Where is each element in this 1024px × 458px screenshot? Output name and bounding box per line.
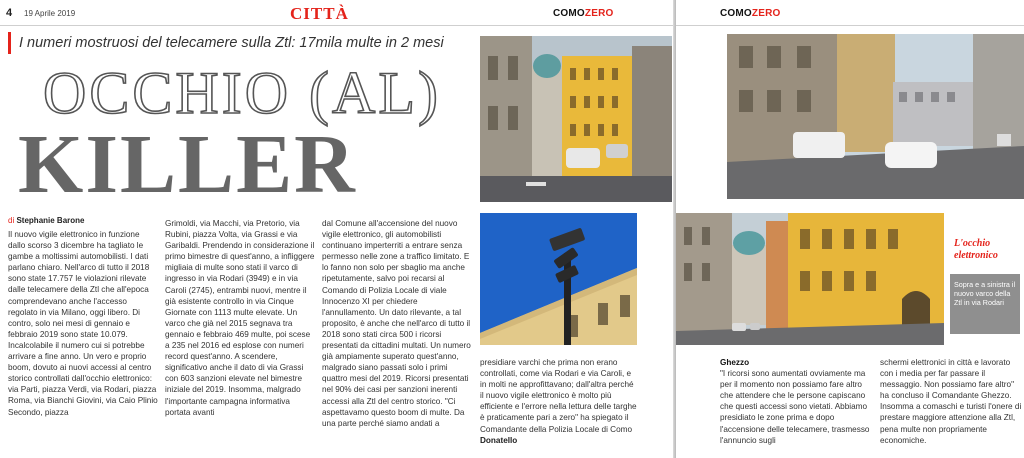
byline (8, 216, 84, 225)
photo-street-wide (676, 213, 944, 345)
column-4-text: presidiare varchi che prima non erano controllati, come via Rodari e via Caroli, e in molti ne approfittavano; dall'altra perché il nuovo vigile elettronico è molto più efficiente e l'errore nella lettura delle targhe è praticamente pari a zero" ha spiegato il Comandante della Polizia Locale di Como (480, 358, 637, 434)
article-column-5 (720, 357, 874, 457)
street-wide-photo-graphic (676, 213, 944, 345)
logo-part2: ZERO (584, 8, 614, 19)
article-subtitle: I numeri mostruosi del telecamere sulla Ztl: 17mila multe in 2 mesi (8, 32, 476, 54)
commander-name: Donatello (480, 435, 518, 445)
publication-logo-right (720, 8, 781, 19)
headline-line2: KILLER (18, 118, 357, 211)
photo-caption-box: Sopra e a sinistra il nuovo varco della Ztl in via Rodari (950, 274, 1020, 334)
publication-logo (553, 8, 614, 19)
byline-author: Stephanie Barone (16, 216, 85, 225)
logo-part1: COMO (553, 8, 585, 19)
photo-street-cars (727, 34, 1024, 199)
article-column-1: Il nuovo vigile elettronico in funzione dallo scorso 3 dicembre ha tagliato le gambe a moltissimi automobilisti. I dati parlano chiaro. Nell'arco di tutto il 2018 sono state 17.757 le violazioni rilevate dalle telecamere della Ztl che all'epoca comprendevano anche l'accesso regolato in via Milano, oggi libero. Di contro, solo nei mesi di gennaio e febbraio 2019 sono state 10.079. Incalcolabile il numero cui si potrebbe arrivare a fine anno. Un vero e proprio boom, dovuto ai nuovi accessi al centro storico controllati dall'occhio elettronico: via Parti, piazza Verdi, via Rodari, piazza Roma, via Bianchi Giovini, via Caio Plinio Secondo, piazza (8, 230, 158, 417)
page-number: 4 (6, 7, 13, 19)
headline-line1: OCCHIO (AL) (43, 60, 441, 126)
article-column-3: dal Comune all'accensione del nuovo vigile elettronico, gli automobilisti continuano imperterriti a entrare senza permesso nelle zone a traffico limitato. E lo fanno non solo per sbaglio ma anche ripetutamente, salvo poi recarsi al Comando di Polizia Locale di viale Innocenzo XI per chiedere l'annullamento. Un dato rilevante, a tal proposito, è anche che nell'arco di tutto il 2018 sono stati circa 500 i ricorsi presentati da cittadini multati. Un numero già ampiamente superato quest'anno, malgrado siano passati solo i primi quattro mesi del 2019. Ricorsi presentati nel 90% dei casi per sanzioni inerenti accessi alla Ztl del centro storico. "Ci aspettavamo questo boom di multe. Da una parte perché siamo andati a (322, 219, 471, 428)
article-column-4 (480, 357, 638, 457)
camera-photo-graphic (480, 213, 637, 345)
section-title: CITTÀ (290, 4, 349, 23)
photo-caption-title: L'occhio elettronico (954, 238, 998, 261)
right-page-header (676, 0, 1024, 26)
logo-right-part2: ZERO (751, 8, 781, 19)
page-header (0, 0, 675, 26)
ghezzo-name: Ghezzo (720, 358, 750, 367)
photo-traffic-camera (480, 213, 637, 345)
article-column-6: schermi elettronici in città e lavorato con i media per far passare il messaggio. Non possiamo fare altro" ha concluso il Comandante Ghezzo. Insomma a comaschi e turisti l'onere di prestare maggiore attenzione alla Ztl, pena multe non propriamente economiche. (880, 358, 1022, 445)
right-page (676, 0, 1024, 458)
column-5-text: "I ricorsi sono aumentati ovviamente ma per il momento non possiamo fare altro che attendere che le persone capiscano che questi accessi sono vietati. Abbiamo presidiato le zone prima e dopo l'accensione delle telecamere, trasmesso l'annuncio sugli (720, 369, 870, 445)
logo-right-part1: COMO (720, 8, 752, 19)
photo-street-rodari (480, 36, 672, 202)
article-column-2: Grimoldi, via Macchi, via Pretorio, via Rubini, piazza Volta, via Grassi e via Garibaldi. Prendendo in considerazione il primo bimestre di quest'anno, a infliggere migliaia di multe sono stati il varco di ingresso in via Rodari (3949) e in via Caroli (2745), entrambi nuovi, mentre il già esistente controllo in via Cinque Giornate con 1113 multe elevate. Un varco che già nel 2015 segnava tra gennaio e febbraio 469 multe, poi scese a 235 nel 2016 ed esplose con numeri record quest'anno. A scendere, significativo anche il dato di via Grassi con 603 sanzioni elevate nel bimestre iniziale del 2019. Insomma, malgrado l'importante campagna informativa portata avanti (165, 219, 315, 417)
issue-date: 19 Aprile 2019 (24, 9, 76, 18)
byline-prefix: di (8, 216, 15, 225)
street-cars-photo-graphic (727, 34, 1024, 199)
street-photo-graphic (480, 36, 672, 202)
